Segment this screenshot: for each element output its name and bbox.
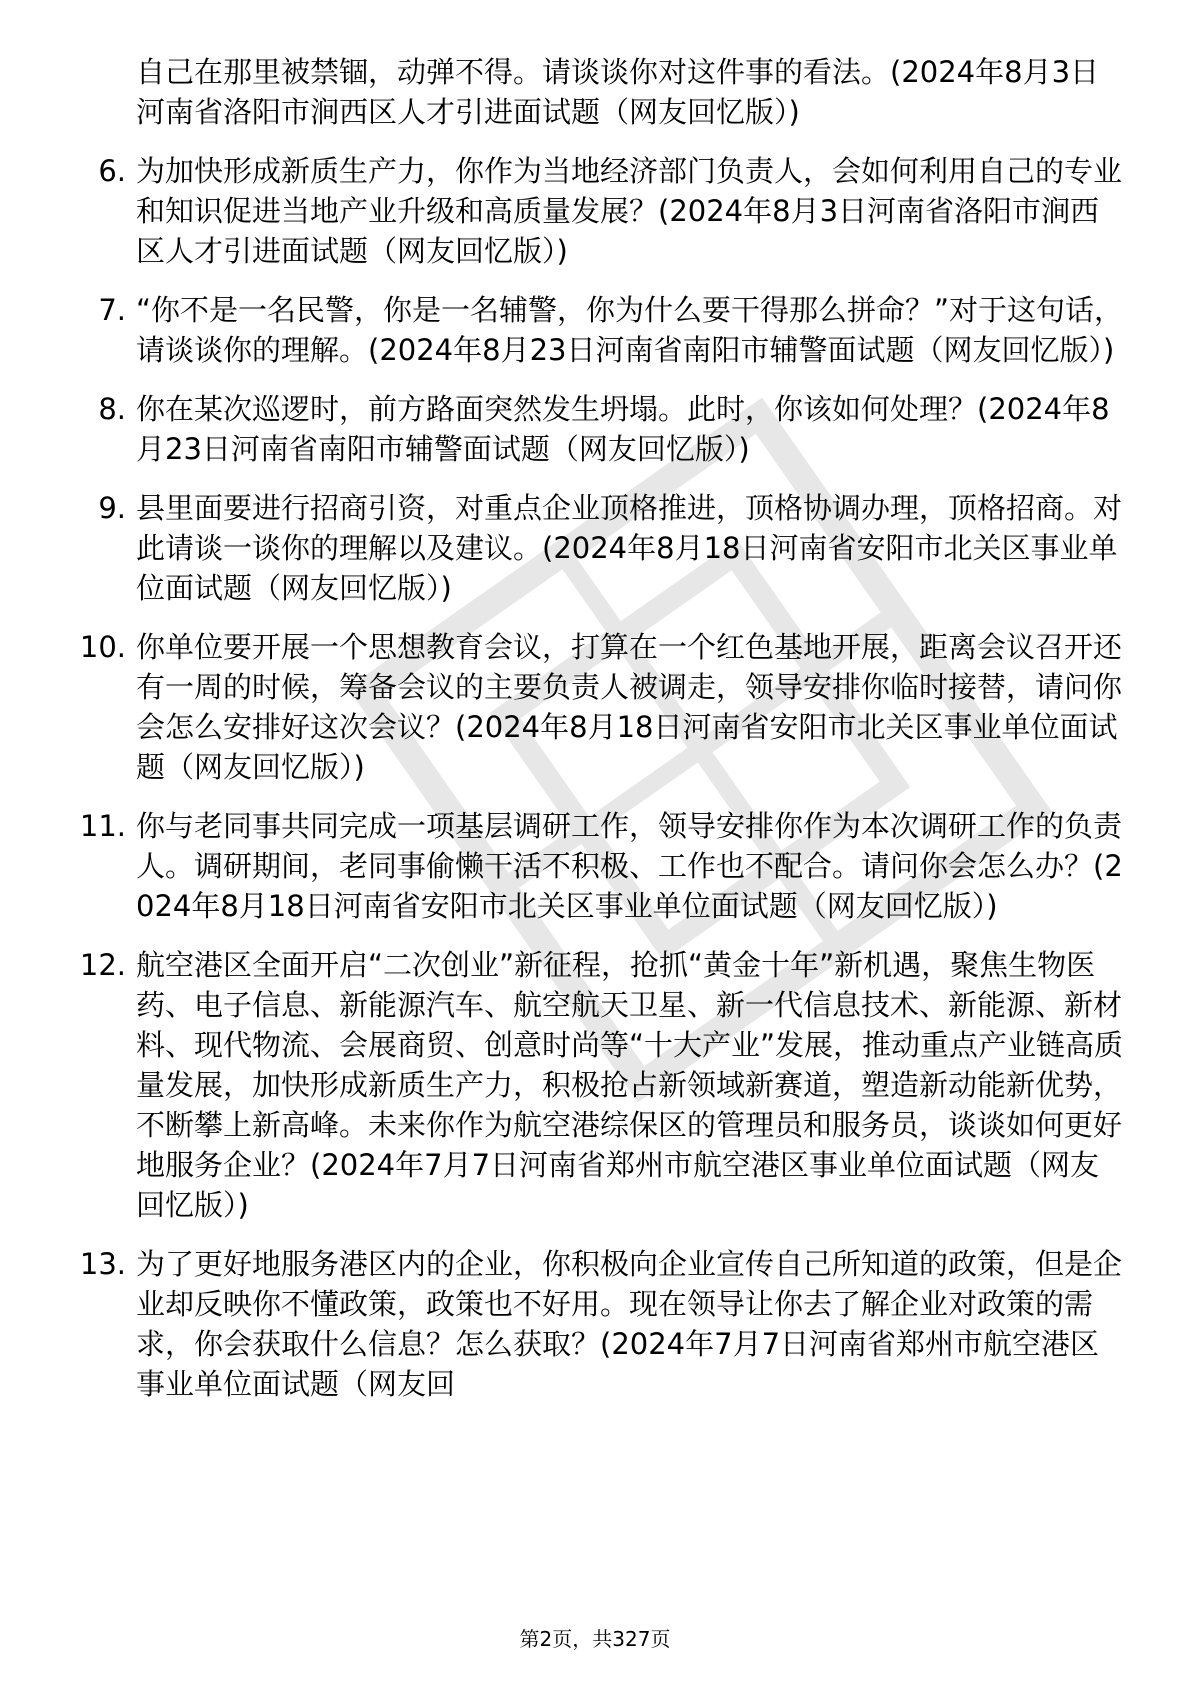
question-text: 你在某次巡逻时，前方路面突然发生坍塌。此时，你该如何处理？(2024年8月23日河南省南阳市辅警面试题（网友回忆版）) [136,392,1110,466]
question-item-9 [68,488,1128,608]
page-footer: 第2页，共327页 [519,1627,671,1651]
question-number: 12. [79,948,126,982]
question-number: 9. [98,491,126,525]
question-text: 县里面要进行招商引资，对重点企业顶格推进，顶格协调办理，顶格招商。对此请谈一谈你的理解以及建议。(2024年8月18日河南省安阳市北关区事业单位面试题（网友回忆版）) [136,491,1123,605]
question-item-12 [68,945,1128,1225]
question-list [68,52,1128,1423]
question-item-13 [68,1244,1128,1404]
question-number: 7. [98,293,126,327]
intro-text: 自己在那里被禁锢，动弹不得。请谈谈你对这件事的看法。(2024年8月3日河南省洛阳市涧西区人才引进面试题（网友回忆版）) [136,55,1100,129]
question-item-11 [68,806,1128,926]
question-text: “你不是一名民警，你是一名辅警，你为什么要干得那么拼命？”对于这句话，请谈谈你的理解。(2024年8月23日河南省南阳市辅警面试题（网友回忆版）) [136,293,1124,367]
question-item-10 [68,627,1128,787]
question-number: 10. [79,630,126,664]
question-item-7 [68,290,1128,370]
question-text: 为加快形成新质生产力，你作为当地经济部门负责人，会如何利用自己的专业和知识促进当地产业升级和高质量发展？(2024年8月3日河南省洛阳市涧西区人才引进面试题（网友回忆版）) [136,154,1123,268]
intro-continuation [68,52,1128,132]
question-item-8 [68,389,1128,469]
question-number: 6. [98,154,126,188]
question-text: 你单位要开展一个思想教育会议，打算在一个红色基地开展，距离会议召开还有一周的时候，筹备会议的主要负责人被调走，领导安排你临时接替，请问你会怎么安排好这次会议？(2024年8月18日河南省安阳市北关区事业单位面试题（网友回忆版）) [136,630,1123,784]
question-text: 你与老同事共同完成一项基层调研工作，领导安排你作为本次调研工作的负责人。调研期间，老同事偷懒干活不积极、工作也不配合。请问你会怎么办？(2024年8月18日河南省安阳市北关区事业单位面试题（网友回忆版）) [136,809,1123,923]
question-number: 8. [98,392,126,426]
question-item-6 [68,151,1128,271]
question-text: 为了更好地服务港区内的企业，你积极向企业宣传自己所知道的政策，但是企业却反映你不懂政策，政策也不好用。现在领导让你去了解企业对政策的需求，你会获取什么信息？怎么获取？(2024年7月7日河南省郑州市航空港区事业单位面试题（网友回 [136,1247,1123,1401]
question-number: 11. [79,809,126,843]
question-number: 13. [79,1247,126,1281]
question-text: 航空港区全面开启“二次创业”新征程，抢抓“黄金十年”新机遇，聚焦生物医药、电子信息、新能源汽车、航空航天卫星、新一代信息技术、新能源、新材料、现代物流、会展商贸、创意时尚等“十大产业”发展，推动重点产业链高质量发展，加快形成新质生产力，积极抢占新领域新赛道，塑造新动能新优势，不断攀上新高峰。未来你作为航空港综保区的管理员和服务员，谈谈如何更好地服务企业？(2024年7月7日河南省郑州市航空港区事业单位面试题（网友回忆版）) [136,948,1124,1222]
